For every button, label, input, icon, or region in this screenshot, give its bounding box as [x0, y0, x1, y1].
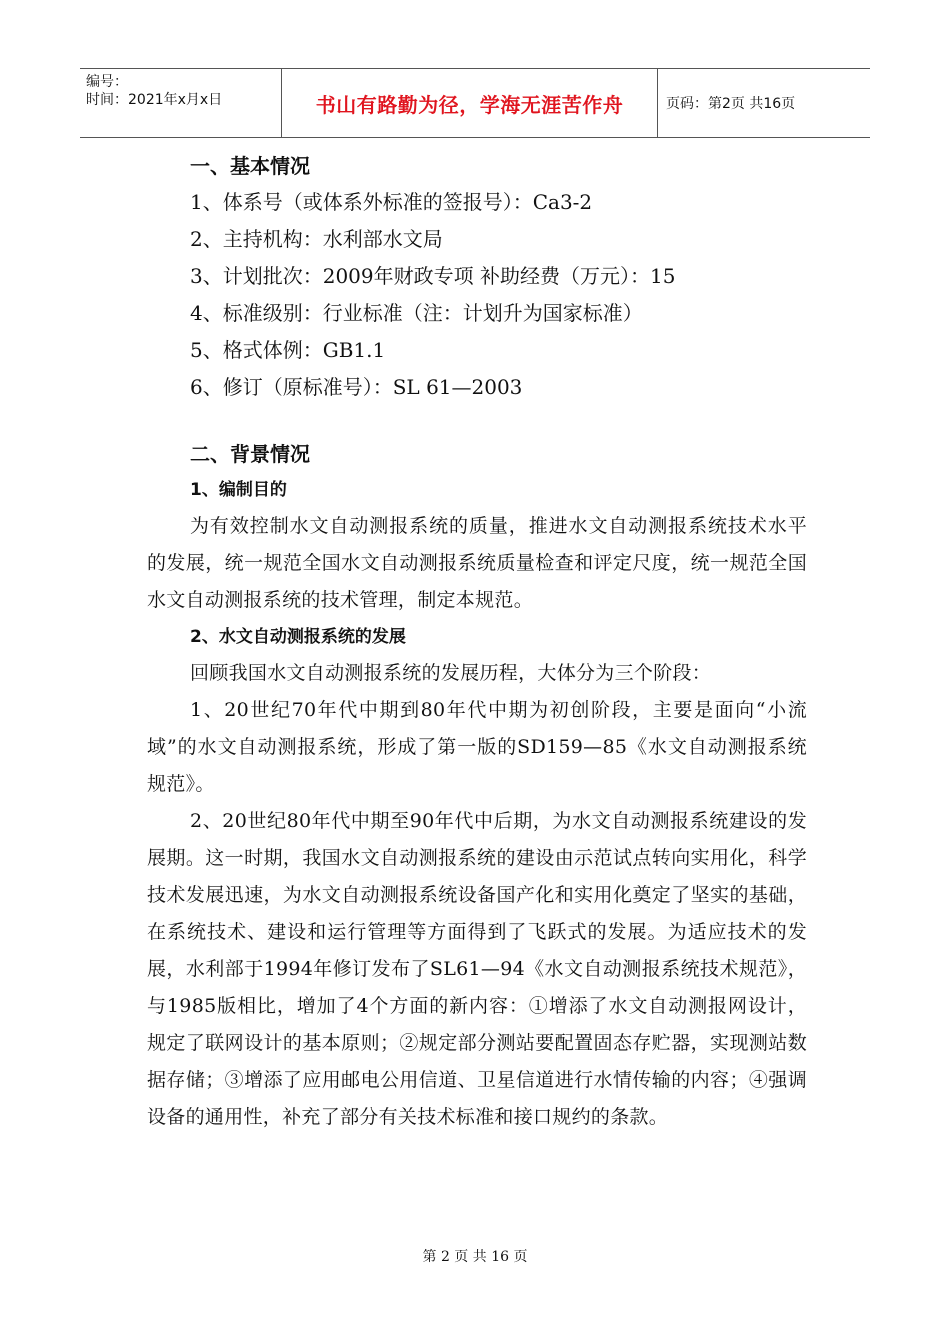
- serial-number-label: 编号：: [86, 74, 128, 90]
- subsection-development-title: 2、水文自动测报系统的发展: [190, 627, 406, 647]
- info-item: 6、修订（原标准号）：SL 61—2003: [190, 375, 523, 399]
- header-page-number: 页码：第2页 共16页: [666, 96, 796, 112]
- info-item: 5、格式体例：GB1.1: [190, 338, 386, 362]
- header-motto: 书山有路勤为径，学海无涯苦作舟: [282, 69, 658, 137]
- info-item: 4、标准级别：行业标准（注：计划升为国家标准）: [190, 301, 643, 325]
- subsection-purpose-title: 1、编制目的: [190, 480, 287, 500]
- date-label: 时间：2021年x月x日: [86, 92, 223, 108]
- section-2-title: 二、背景情况: [190, 442, 310, 466]
- info-item: 2、主持机构：水利部水文局: [190, 227, 443, 251]
- document-body: [147, 148, 807, 1136]
- spacer: [147, 406, 807, 436]
- development-intro-paragraph: 回顾我国水文自动测报系统的发展历程，大体分为三个阶段：: [190, 662, 712, 684]
- stage-1-paragraph: 1、20世纪70年代中期到80年代中期为初创阶段，主要是面向“小流域”的水文自动测报系统，形成了第一版的SD159—85《水文自动测报系统规范》。: [147, 699, 807, 795]
- stage-2-paragraph: 2、20世纪80年代中期至90年代中后期，为水文自动测报系统建设的发展期。这一时期，我国水文自动测报系统的建设由示范试点转向实用化，科学技术发展迅速，为水文自动测报系统设备国产化和实用化奠定了坚实的基础，在系统技术、建设和运行管理等方面得到了飞跃式的发展。为适应技术的发展，水利部于1994年修订发布了SL61—94《水文自动测报系统技术规范》，与1985版相比，增加了4个方面的新内容：①增添了水文自动测报网设计，规定了联网设计的基本原则；②规定部分测站要配置固态存贮器，实现测站数据存储；③增添了应用邮电公用信道、卫星信道进行水情传输的内容；④强调设备的通用性，补充了部分有关技术标准和接口规约的条款。: [147, 810, 807, 1128]
- section-1-title: 一、基本情况: [190, 154, 310, 178]
- purpose-paragraph: 为有效控制水文自动测报系统的质量，推进水文自动测报系统技术水平的发展，统一规范全国水文自动测报系统质量检查和评定尺度，统一规范全国水文自动测报系统的技术管理，制定本规范。: [147, 515, 807, 611]
- info-item: 3、计划批次：2009年财政专项 补助经费（万元）：15: [190, 264, 676, 288]
- page-footer: 第 2 页 共 16 页: [422, 1249, 528, 1265]
- info-item: 1、体系号（或体系外标准的签报号）：Ca3-2: [190, 190, 593, 214]
- page-header: [80, 68, 870, 138]
- header-meta: [80, 69, 282, 137]
